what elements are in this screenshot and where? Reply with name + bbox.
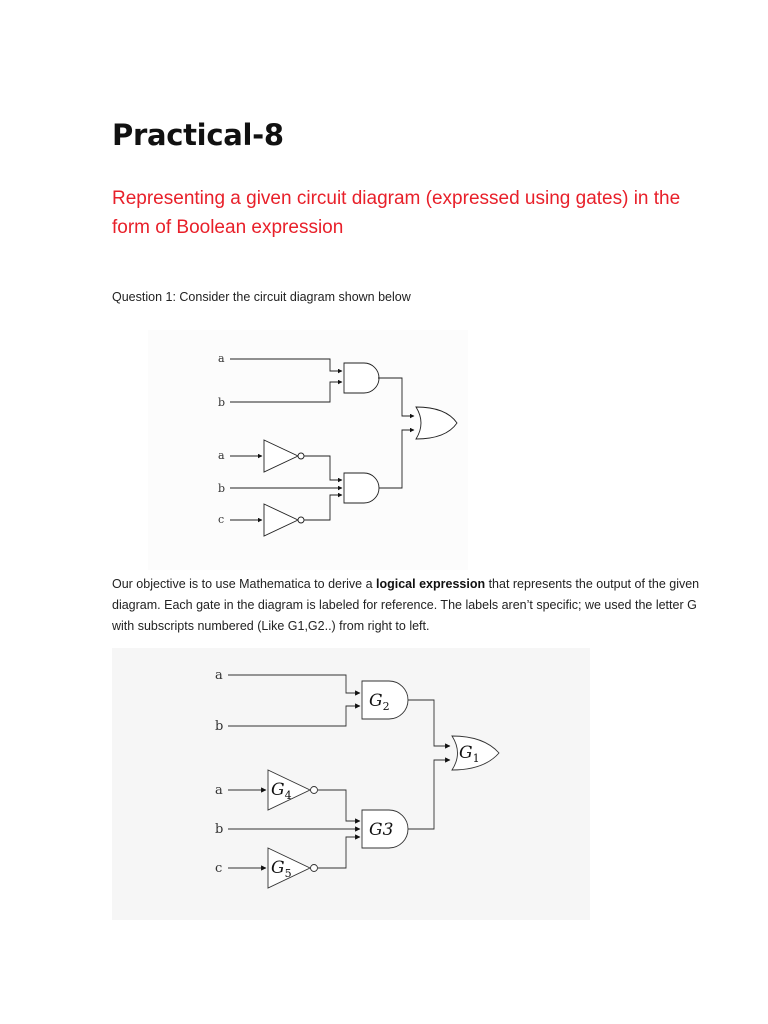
input-label: b [215, 822, 224, 837]
wire-a-top [228, 675, 360, 693]
wire-g2-to-g1 [408, 700, 450, 746]
circuit-diagram-unlabeled [148, 330, 468, 570]
input-label: a [215, 783, 223, 798]
gate-label-g2: $G_2$ [369, 691, 390, 713]
input-label: b [215, 719, 224, 734]
not-gate-1 [264, 440, 298, 472]
wire-and-top-to-or [378, 378, 414, 416]
wire-and-bottom-to-or [378, 430, 414, 488]
gate-label-g4: $G_4$ [271, 780, 292, 802]
wire-b-top [230, 382, 342, 402]
wire-not2-to-and [304, 495, 342, 520]
circuit-diagram-2-svg [112, 648, 590, 920]
not-gate-2 [264, 504, 298, 536]
question-text: Question 1: Consider the circuit diagram shown below [112, 290, 411, 304]
and-gate-bottom [344, 473, 379, 503]
circuit-diagram-1-svg [148, 330, 468, 570]
not-bubble-1 [298, 453, 304, 459]
objective-paragraph [112, 574, 702, 637]
not-bubble-g4 [311, 787, 318, 794]
and-gate-top [344, 363, 379, 393]
input-label: c [218, 513, 225, 526]
input-label: a [218, 352, 225, 365]
wire-a-top [230, 359, 342, 371]
gate-label-g3: G3 [369, 820, 394, 840]
gate-label-g5: $G_5$ [271, 858, 292, 880]
wire-g4-to-g3 [318, 790, 360, 821]
page-title: Practical-8 [112, 118, 284, 152]
wire-b-top [228, 706, 360, 726]
wire-not1-to-and [304, 456, 342, 480]
gate-label-g1: $G_1$ [459, 743, 480, 765]
paragraph-text: that represents the output of the given diagram. Each gate in the diagram is labeled for reference. The labels aren’t specific; we used the letter G with subscripts numbered (Like G1,G2..) from right to left. [112, 577, 700, 633]
or-gate [416, 407, 457, 439]
input-label: a [215, 668, 223, 683]
not-bubble-g5 [311, 865, 318, 872]
wire-g3-to-g1 [408, 760, 450, 829]
not-bubble-2 [298, 517, 304, 523]
paragraph-bold-term: logical expression [376, 577, 486, 591]
paragraph-text: Our objective is to use Mathematica to derive a [112, 577, 377, 591]
input-label: c [215, 861, 223, 876]
input-label: a [218, 449, 225, 462]
input-label: b [218, 396, 226, 409]
circuit-diagram-labeled [112, 648, 590, 920]
input-label: b [218, 482, 226, 495]
page-subtitle: Representing a given circuit diagram (expressed using gates) in the form of Boolean expression [112, 188, 681, 238]
wire-g5-to-g3 [318, 837, 360, 868]
